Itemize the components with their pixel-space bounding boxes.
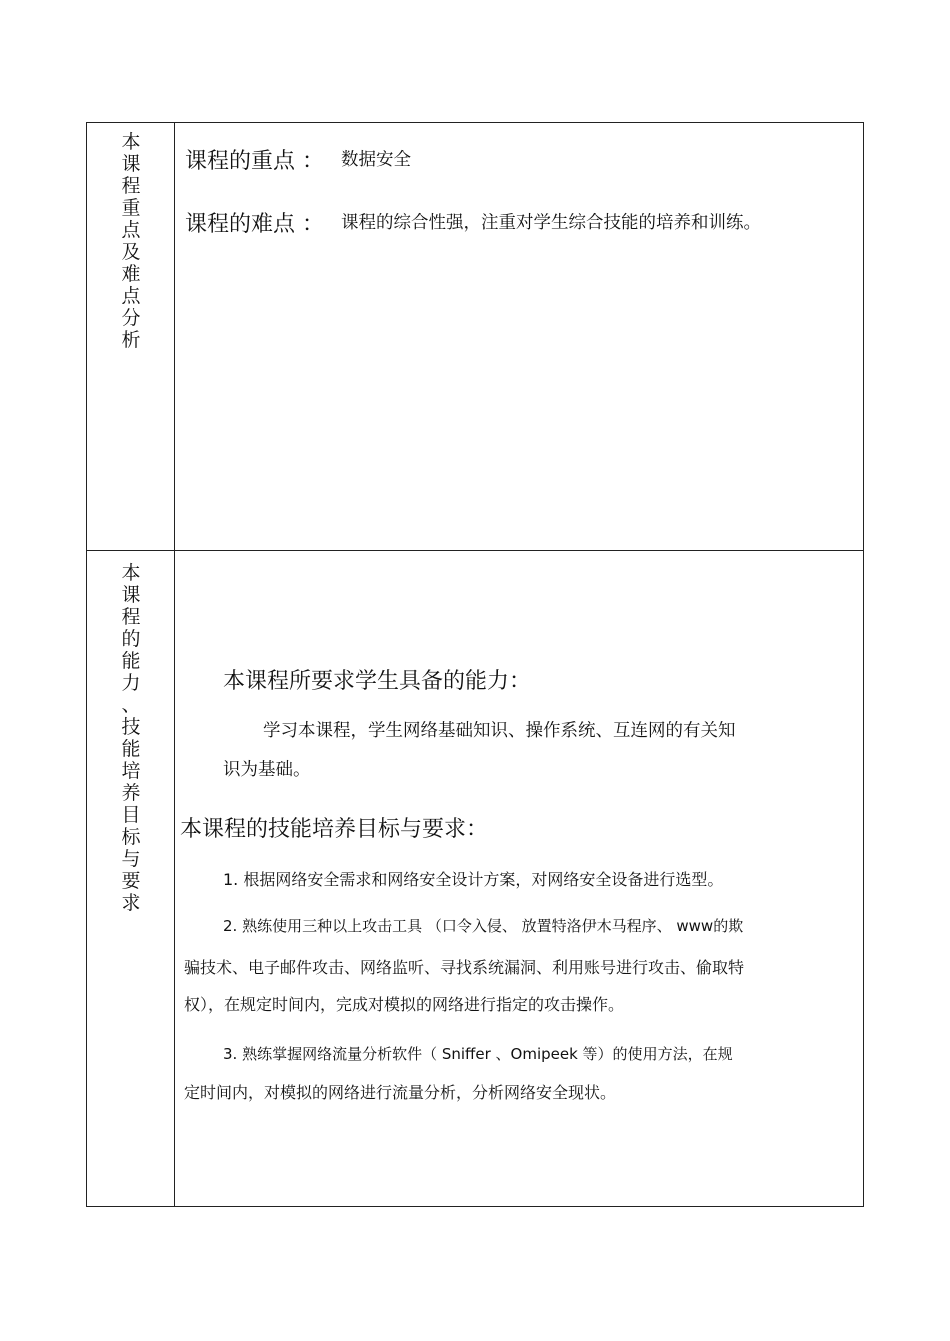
ability-text-line2: 识为基础。 xyxy=(223,760,311,780)
key-points-label-cell xyxy=(87,123,175,550)
key-points-label: 本 课 程 重 点 及 难 点 分 析 xyxy=(121,131,141,351)
skill-item-2-line-3: 权），在规定时间内，完成对模拟的网络进行指定的攻击操作。 xyxy=(184,995,625,1014)
skill-item-3-line-2: 定时间内，对模拟的网络进行流量分析，分析网络安全现状。 xyxy=(184,1083,617,1102)
skill-item-3-line-1: 3. 熟练掌握网络流量分析软件（ Sniffer 、Omipeek 等）的使用方法，在规 xyxy=(223,1045,733,1063)
skill-item-2-line-1: 2. 熟练使用三种以上攻击工具 （口令入侵、 放置特洛伊木马程序、 www的欺 xyxy=(223,917,744,935)
skills-label: 本 课 程 的 能 力 、 技 能 培 养 目 标 与 要 求 xyxy=(121,562,141,914)
difficulty-label: 课程的难点 ： xyxy=(185,212,324,237)
skill-item-1-line-1: 1. 根据网络安全需求和网络安全设计方案，对网络安全设备进行选型。 xyxy=(223,870,724,889)
focus-value: 数据安全 xyxy=(341,150,411,170)
key-points-content xyxy=(175,123,863,550)
skill-item-2-line-2: 骗技术、电子邮件攻击、网络监听、寻找系统漏洞、利用账号进行攻击、偷取特 xyxy=(184,958,745,977)
ability-text-line1: 学习本课程，学生网络基础知识、操作系统、互连网的有关知 xyxy=(263,721,736,741)
course-table xyxy=(86,122,864,1207)
key-points-row xyxy=(87,123,863,551)
skills-row xyxy=(87,550,863,1206)
skills-content xyxy=(175,550,863,1206)
skill-heading: 本课程的技能培养目标与要求： xyxy=(180,817,489,842)
difficulty-value: 课程的综合性强，注重对学生综合技能的培养和训练。 xyxy=(341,213,761,233)
ability-heading: 本课程所要求学生具备的能力： xyxy=(223,669,532,694)
skills-label-cell xyxy=(87,550,175,1206)
focus-label: 课程的重点 ： xyxy=(185,149,324,174)
